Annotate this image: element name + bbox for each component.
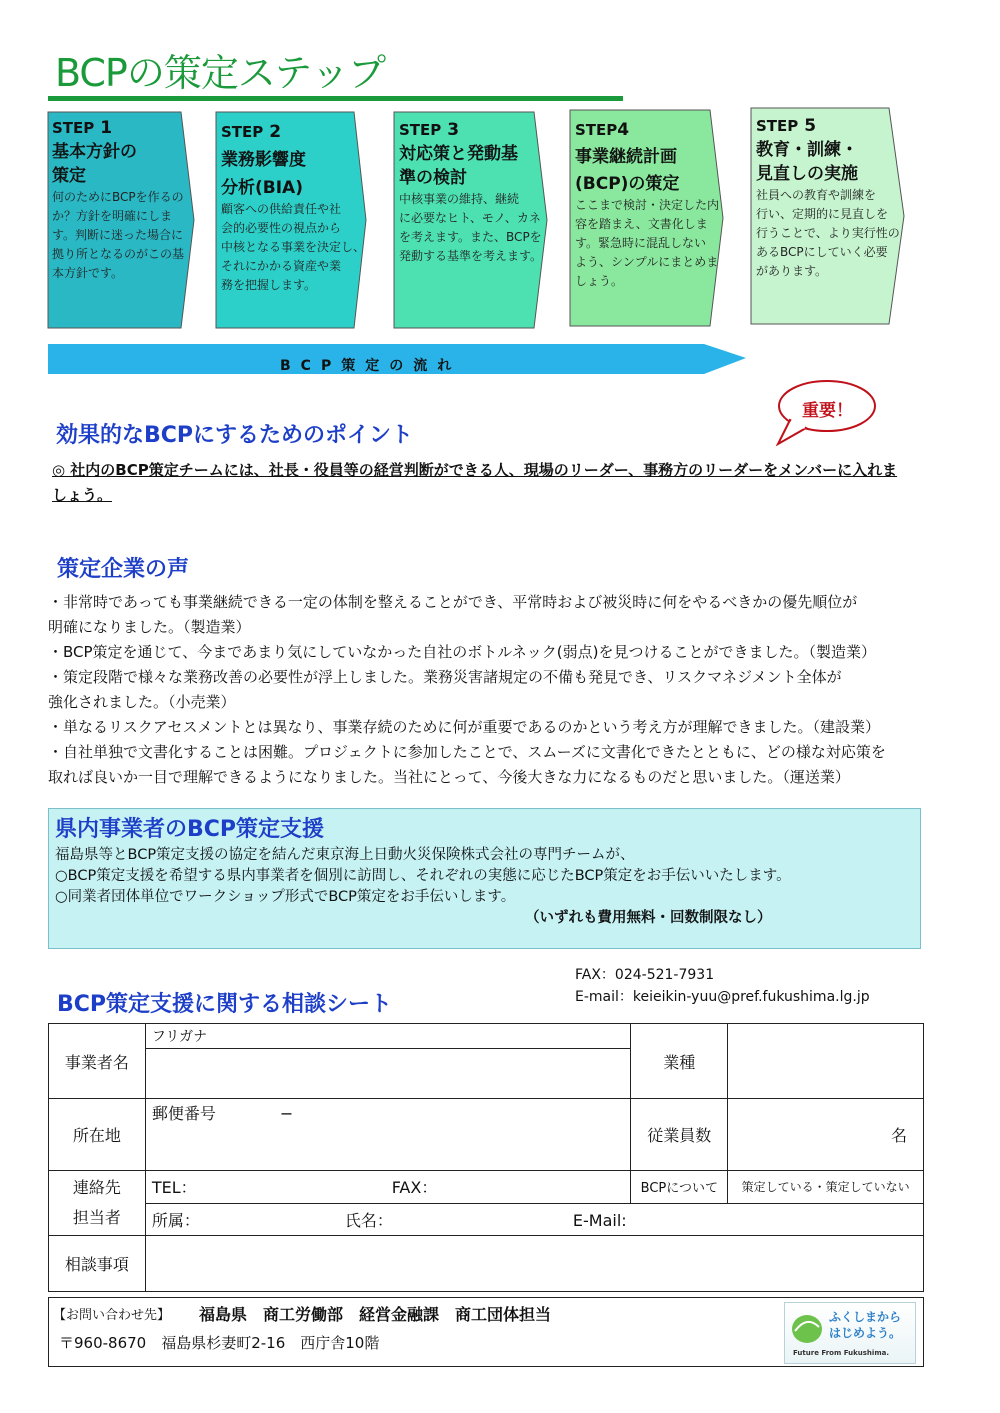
- voice-line: ・BCP策定を通じて、今まであまり気にしていなかった自社のボトルネック(弱点)を見つけることができました。（製造業）: [48, 643, 877, 661]
- support-line: 福島県等とBCP策定支援の協定を結んだ東京海上日動火災保険株式会社の専門チームが、: [55, 847, 635, 863]
- consultation-label: 相談事項: [49, 1236, 146, 1292]
- flow-label: BCP策定の流れ: [280, 358, 462, 374]
- email-address: E-mail：keieikin-yuu@pref.fukushima.lg.jp: [575, 989, 870, 1005]
- step-4: STEP4 事業継続計画 (BCP)の策定 ここまで検討・決定した内 容を踏まえ、文書化しま す。緊急時に混乱しない よう、シンプルにまとめま しょう。: [575, 120, 720, 288]
- inquiry-label: 【お問い合わせ先】: [53, 1308, 171, 1323]
- sheet-heading: BCP策定支援に関する相談シート: [57, 992, 393, 1017]
- logo-line-1: ふくしまから: [829, 1310, 902, 1324]
- voice-line: ・単なるリスクアセスメントとは異なり、事業存続のために何が重要であるのかという考え方が理解できました。（建設業）: [48, 718, 881, 736]
- step-2: STEP 2 業務影響度 分析(BIA) 顧客への供給責任や社 会的必要性の視点から 中核となる事業を決定し、 それにかかる資産や業 務を把握します。: [221, 122, 366, 292]
- fax-number: FAX：024-521-7931: [575, 967, 715, 983]
- consultation-field[interactable]: [145, 1236, 923, 1292]
- employees-label: 従業員数: [631, 1099, 728, 1171]
- voices-list: [48, 590, 933, 790]
- page-title: BCPの策定ステップ: [55, 51, 386, 95]
- industry-field[interactable]: [728, 1024, 924, 1099]
- points-text: ◎ 社内のBCP策定チームには、社長・役員等の経営判断ができる人、現場のリーダー、事務方のリーダーをメンバーに入れましょう。: [52, 461, 898, 504]
- address-label: 所在地: [49, 1099, 146, 1171]
- support-box: [48, 808, 921, 949]
- step-1: STEP 1 基本方針の 策定 何のためにBCPを作るの か？方針を明確にしま す。判断に迷った場合に 拠り所となるのがこの基 本方針です。: [52, 118, 185, 280]
- voice-line: 取れば良いか一目で理解できるようになりました。当社にとって、今後大きな力になるものだと思いました。（運送業）: [48, 768, 850, 786]
- support-line: ○BCP策定支援を希望する県内事業者を個別に訪問し、それぞれの実態に応じたBCP策定をお手伝いいたします。: [55, 868, 791, 884]
- address-field[interactable]: [145, 1099, 631, 1171]
- office-address: 〒960-8670 福島県杉妻町2-16 西庁舎10階: [59, 1334, 380, 1352]
- step-5: STEP 5 教育・訓練・ 見直しの実施 社員への教育や訓練を 行い、定期的に見直しを 行うことで、より実行性の あるBCPにしていく必要 があります。: [756, 116, 900, 278]
- footer-box: [48, 1297, 924, 1367]
- voice-line: ・非常時であっても事業継続できる一定の体制を整えることができ、平常時および被災時に何をやるべきかの優先順位が: [48, 593, 858, 611]
- department-field[interactable]: [145, 1203, 923, 1236]
- consultation-sheet: [48, 1023, 924, 1292]
- email-label: E-Mail:: [572, 1210, 627, 1230]
- postal-code-label: 郵便番号 −: [151, 1104, 294, 1123]
- support-note: （いずれも費用無料・回数制限なし）: [525, 910, 772, 926]
- points-heading: 効果的なBCPにするためのポイント: [56, 423, 414, 448]
- bcp-status-label: BCPについて: [631, 1171, 728, 1204]
- voice-line: ・自社単独で文書化することは困難。プロジェクトに参加したことで、スムーズに文書化できたとともに、どの様な対応策を: [48, 743, 886, 761]
- fax-label: FAX：: [391, 1178, 438, 1198]
- logo-en: Future From Fukushima.: [793, 1349, 889, 1357]
- industry-label: 業種: [631, 1024, 728, 1099]
- contact-person-label: 連絡先 担当者: [49, 1171, 146, 1236]
- employees-unit: 名: [890, 1126, 907, 1145]
- support-line: ○同業者団体単位でワークショップ形式でBCP策定をお手伝いします。: [55, 889, 516, 905]
- logo-line-2: はじめよう。: [829, 1326, 902, 1340]
- title-underline: [48, 96, 623, 101]
- support-heading: 県内事業者のBCP策定支援: [55, 817, 325, 842]
- step-3: STEP 3 対応策と発動基 準の検討 中核事業の維持、継続 に必要なヒト、モノ、カネ を考えます。また、BCPを 発動する基準を考えます。: [399, 120, 543, 263]
- important-badge: 重要！: [802, 401, 853, 421]
- voice-line: 強化されました。（小売業）: [48, 693, 236, 711]
- office-name: 福島県 商工労働部 経営金融課 商工団体担当: [199, 1305, 552, 1324]
- contact-info: [575, 964, 870, 1008]
- tel-fax-field[interactable]: [145, 1171, 631, 1204]
- employees-field[interactable]: [728, 1099, 924, 1171]
- bcp-status-options[interactable]: 策定している・策定していない: [728, 1171, 924, 1204]
- voices-heading: 策定企業の声: [57, 557, 190, 582]
- name-label: 氏名：: [344, 1210, 393, 1230]
- dept-label: 所属：: [151, 1210, 200, 1230]
- voice-line: ・策定段階で様々な業務改善の必要性が浮上しました。業務災害諸規定の不備も発見でき、リスクマネジメント全体が: [48, 668, 842, 686]
- fukushima-logo: [784, 1302, 916, 1364]
- leaf-icon: [789, 1311, 825, 1347]
- furigana-field[interactable]: フリガナ: [145, 1024, 631, 1049]
- voice-line: 明確になりました。（製造業）: [48, 618, 251, 636]
- tel-label: TEL：: [151, 1178, 197, 1198]
- company-name-label: 事業者名: [49, 1024, 146, 1099]
- company-name-field[interactable]: [145, 1049, 631, 1099]
